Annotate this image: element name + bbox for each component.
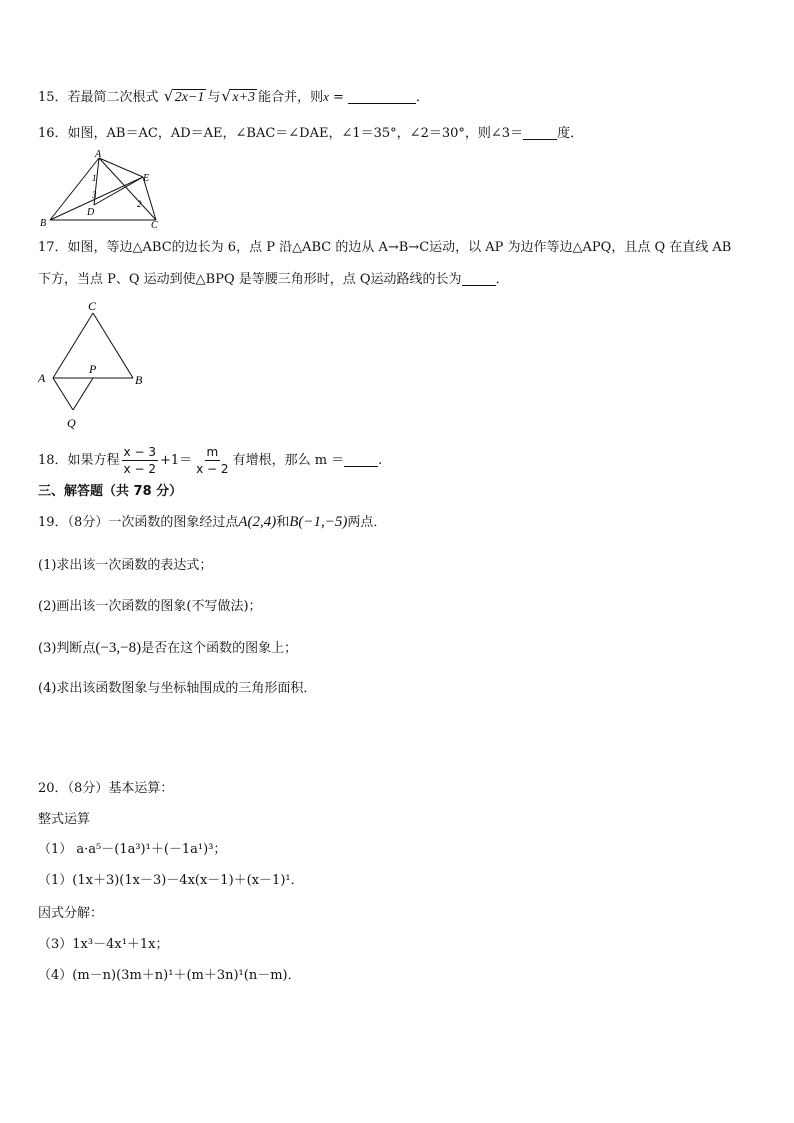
question-20-expr-3: （3）1x³－4x¹＋1x； xyxy=(38,937,169,952)
question-20-subheading-1: 整式运算 xyxy=(38,812,91,827)
label-A: A xyxy=(95,149,102,160)
fraction-1: $\frac{x - 3}{x - 2}$ xyxy=(123,445,156,476)
angle-1: 1 xyxy=(92,173,97,183)
question-15: 15．若最简二次根式 √ 2x−1 与 √ x+3 能合并，则x = ． xyxy=(38,87,429,108)
question-19-part-3: (3)判断点(−3,−8)是否在这个函数的图象上； xyxy=(38,640,298,656)
question-20-subheading-2: 因式分解： xyxy=(38,906,104,921)
answer-blank-16[interactable] xyxy=(523,125,557,140)
question-17-line-1: 17．如图，等边△ABC的边长为 6，点 P 沿△ABC 的边从 A→B→C运动，以 AP 为边作等边△APQ，且点 Q 在直线 AB xyxy=(38,240,732,255)
question-20-expr-1: （1） a·a⁵－(1a³)¹＋(－1a¹)³； xyxy=(38,842,227,857)
label-Q: Q xyxy=(67,416,76,430)
answer-blank-17[interactable] xyxy=(462,271,496,286)
figure-17 xyxy=(38,298,158,433)
question-19-part-2: (2)画出该一次函数的图象(不写做法)； xyxy=(38,599,262,614)
label-B: B xyxy=(40,218,47,229)
question-16: 16．如图，AB＝AC，AD＝AE，∠BAC＝∠DAE，∠1＝35°，∠2＝30°，则∠3＝ 度． xyxy=(38,126,584,141)
label-E: E xyxy=(143,173,150,184)
question-17-line-2: 下方，当点 P、Q 运动到使△BPQ 是等腰三角形时，点 Q运动路线的长为 ． xyxy=(38,272,509,287)
section-3-heading: 三、解答题（共 78 分） xyxy=(38,484,183,499)
angle-2: 2 xyxy=(137,199,142,209)
label-P: P xyxy=(89,362,97,376)
label-C: C xyxy=(151,220,158,230)
question-19: 19．（8分）一次函数的图象经过点A(2,4)和B(−1,−5)两点． xyxy=(38,514,387,530)
answer-blank-18[interactable] xyxy=(344,452,378,467)
question-19-part-1: (1)求出该一次函数的表达式； xyxy=(38,558,213,573)
label-C: C xyxy=(88,299,97,313)
question-18: 18．如果方程 $\frac{x - 3}{x - 2}$ +1＝ $\frac{m}{x - 2}$ 有增根，那么 m ＝ . xyxy=(38,445,383,476)
figure-16 xyxy=(38,148,168,230)
fraction-2: $\frac{m}{x - 2}$ xyxy=(196,445,229,476)
question-20-expr-2: （1）(1x＋3)(1x－3)－4x(x－1)＋(x－1)¹． xyxy=(38,873,304,888)
radical-1: √ 2x−1 xyxy=(163,87,205,105)
label-D: D xyxy=(87,207,95,218)
answer-blank-15[interactable] xyxy=(348,89,416,104)
question-19-part-4: (4)求出该函数图象与坐标轴围成的三角形面积． xyxy=(38,681,317,696)
question-20-expr-4: （4）(m－n)(3m＋n)¹＋(m＋3n)¹(n－m)． xyxy=(38,968,301,983)
angle-3: 3 xyxy=(92,190,97,200)
label-B: B xyxy=(135,373,143,387)
question-20-title: 20．（8分）基本运算： xyxy=(38,781,174,796)
label-A: A xyxy=(38,371,46,385)
radical-2: √ x+3 xyxy=(221,87,256,105)
